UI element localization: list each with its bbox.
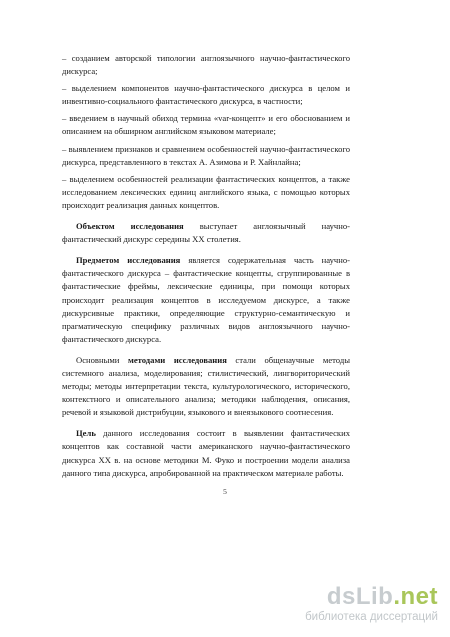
subject-term: Предметом исследования [76,255,181,266]
goal-term: Цель [76,428,96,439]
watermark-logo-tld: .net [393,583,438,610]
methods-text: стали общенаучные методы системного анализа, моделирования; стилистический, лингвориторический методы; методы интерпретации текста, культурологического, исторического, контекстного и описательного анализа; методики наблюдения, описания, речевой и языковой дистрибуции, языкового и внеязыкового соотнесения. [62,354,350,418]
list-item: – выявлением признаков и сравнением особенностей научно-фантастического дискурса, представленного в текстах А. Азимова и Р. Хайнлайна; [62,143,350,167]
list-item: – созданием авторской типологии англоязычного научно-фантастического дискурса; [62,53,350,77]
watermark [268,585,438,623]
object-term: Объектом исследования [76,221,184,232]
methods-term: методами исследования [127,354,227,365]
list-item: – введением в научный обиход термина «var-концепт» и его обоснованием и описанием на обширном английском языковом материале; [62,113,350,137]
object-text: выступает англоязычный научно-фантастический дискурс середины XX столетия. [62,221,350,245]
subject-text: является содержательная часть научно-фантастического дискурса – фантастические концепты, сгруппированные в фантастические фреймы, лексические единицы, при помощи которых происходит реализация концептов в исследуемом дискурсе, а также дискурсивные практики, определяющие структурно-семантическую и прагматическую специфику различных видов англоязычного научно-фантастического дискурса. [62,255,350,344]
methods-paragraph [62,354,350,419]
subject-paragraph [62,254,350,346]
list-item: – выделением компонентов научно-фантастического дискурса в целом и инвентивно-социального фантастического дискурса, в частности; [62,83,350,107]
object-paragraph [62,220,350,246]
goal-paragraph [62,427,350,479]
goal-text: данного исследования состоит в выявлении фантастических концептов как составной части американского научно-фантастического дискурса XX в. на основе методики М. Фуко и построении модели анализа данного типа дискурса, апробированной на практическом материале работы. [62,428,350,478]
watermark-subtitle: библиотека диссертаций [305,611,438,623]
list-item: – выделением особенностей реализации фантастических концептов, а также исследованием лексических единиц английского языка, с помощью которых происходит реализация данных концептов. [62,173,350,210]
body-text [62,52,350,480]
page-number: 5 [223,487,227,496]
watermark-logo [268,585,438,609]
watermark-logo-main: dsLib [326,583,394,610]
methods-prefix: Основными [76,354,128,365]
